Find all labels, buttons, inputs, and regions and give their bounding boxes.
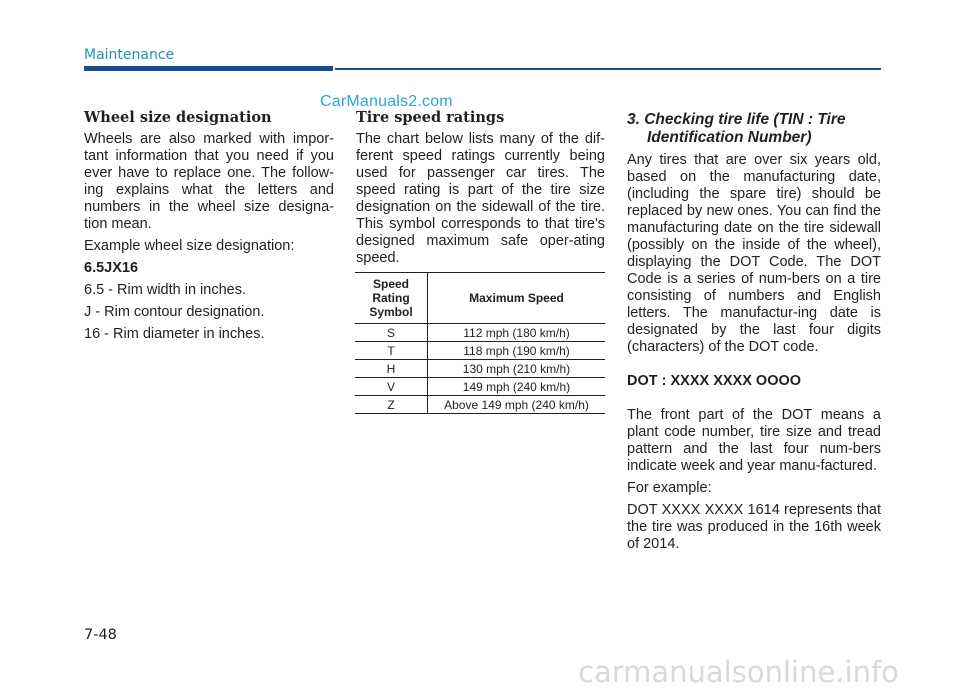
speed-rating-table [355,272,605,414]
table-cell-symbol: V [355,378,428,396]
tire-speed-intro: The chart below lists many of the dif-ferent speed ratings currently being used for passenger car tires. The speed rating is part of the tire size designation on the sidewall of the tire. This symbol corresponds to that tire's designed maximum safe oper-ating speed. [356,131,605,266]
tire-life-para2: The front part of the DOT means a plant code number, tire size and tread pattern and the last four num-bers indicate week and year manu-factured. [627,407,881,474]
tire-speed-heading: Tire speed ratings [356,109,505,126]
wheel-size-example-label: Example wheel size designation: [84,238,295,254]
table-row [355,360,605,378]
column-wheel-size [84,109,334,348]
table-cell-speed: 130 mph (210 km/h) [428,360,606,378]
table-cell-speed: 149 mph (240 km/h) [428,378,606,396]
watermark-footer[interactable]: carmanualsonline.info [578,655,899,689]
column-tire-life [627,111,881,558]
tire-life-example-text: DOT XXXX XXXX 1614 represents that the tire was produced in the 16th week of 2014. [627,502,881,552]
table-cell-speed: 112 mph (180 km/h) [428,324,606,342]
table-cell-symbol: Z [355,396,428,414]
tire-life-heading: 3. Checking tire life (TIN : Tire Identification Number) [627,111,846,146]
table-row [355,342,605,360]
column-tire-speed [356,109,605,272]
table-row [355,396,605,414]
table-header: Maximum Speed [428,273,606,324]
dot-code: DOT : XXXX XXXX OOOO [627,373,802,389]
header-rule-dark [84,66,333,71]
table-row [355,324,605,342]
watermark-top[interactable]: CarManuals2.com [320,93,453,110]
table-header: Speed Rating Symbol [355,273,428,324]
table-cell-speed: 118 mph (190 km/h) [428,342,606,360]
tire-life-example-label: For example: [627,480,712,496]
wheel-size-item: 16 - Rim diameter in inches. [84,326,265,342]
table-header-row [355,273,605,324]
section-label: Maintenance [84,47,175,63]
wheel-size-item: 6.5 - Rim width in inches. [84,282,246,298]
page-number: 7-48 [84,627,117,643]
table-cell-symbol: T [355,342,428,360]
table-cell-speed: Above 149 mph (240 km/h) [428,396,606,414]
header-rule-light [335,68,881,70]
wheel-size-item: J - Rim contour designation. [84,304,265,320]
wheel-size-intro: Wheels are also marked with impor-tant information that you need if you ever have to replace one. The follow-ing explains what the letters and numbers in the wheel size designa-tion mean. [84,131,334,232]
tire-life-para1: Any tires that are over six years old, based on the manufacturing date, (including the spare tire) should be replaced by new ones. You can find the manufacturing date on the tire sidewall (possibly on the inside of the wheel), displaying the DOT Code. The DOT Code is a series of num-bers on a tire consisting of numbers and English letters. The manufactur-ing date is designated by the last four digits (characters) of the DOT code. [627,152,881,355]
table-cell-symbol: S [355,324,428,342]
wheel-size-heading: Wheel size designation [84,109,272,126]
table-cell-symbol: H [355,360,428,378]
table-row [355,378,605,396]
wheel-size-example-code: 6.5JX16 [84,260,139,276]
